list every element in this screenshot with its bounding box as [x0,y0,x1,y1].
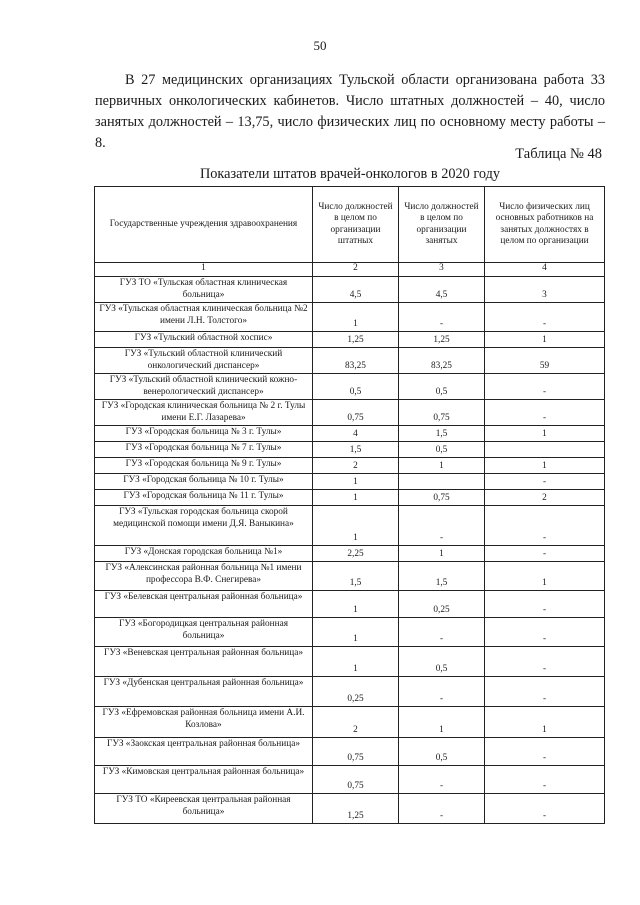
staff-positions-cell: 1,25 [313,332,399,348]
staff-positions-cell: 1 [313,647,399,677]
table-row [95,562,605,591]
occupied-positions-cell: 0,5 [399,738,485,766]
occupied-positions-cell: - [399,303,485,332]
institution-name-cell: ГУЗ «Тульская областная клиническая больница №2 имени Л.Н. Толстого» [95,303,313,332]
occupied-positions-cell: 0,25 [399,591,485,618]
table-row [95,442,605,458]
table-row [95,474,605,490]
institution-name-cell: ГУЗ «Тульский областной хоспис» [95,332,313,348]
persons-cell: 1 [485,458,605,474]
occupied-positions-cell: 0,75 [399,490,485,506]
intro-paragraph: В 27 медицинских организациях Тульской области организована работа 33 первичных онкологических кабинетов. Число штатных должностей – 40, число занятых должностей – 13,75, число физических лиц по основному месту работы – 8. [95,72,605,151]
staff-positions-cell: 0,75 [313,400,399,426]
persons-cell: 1 [485,426,605,442]
persons-cell: - [485,766,605,794]
persons-cell: - [485,400,605,426]
institution-name-cell: ГУЗ «Тульский областной клинический онкологический диспансер» [95,348,313,374]
table-header-row [95,187,605,263]
occupied-positions-cell: 0,5 [399,442,485,458]
occupied-positions-cell: 1 [399,707,485,738]
institution-name-cell: ГУЗ «Алексинская районная больница №1 имени профессора В.Ф. Снегирева» [95,562,313,591]
occupied-positions-cell: 1,5 [399,562,485,591]
table-row [95,332,605,348]
staff-positions-cell: 2 [313,707,399,738]
persons-cell: 3 [485,277,605,303]
staff-positions-cell: 1 [313,591,399,618]
occupied-positions-cell: 1 [399,546,485,562]
institution-name-cell: ГУЗ «Тульский областной клинический кожно-венерологический диспансер» [95,374,313,400]
institution-name-cell: ГУЗ «Городская больница № 9 г. Тулы» [95,458,313,474]
table-row [95,591,605,618]
staff-positions-cell: 1 [313,474,399,490]
staff-positions-cell: 1 [313,490,399,506]
institution-name-cell: ГУЗ «Городская больница № 10 г. Тулы» [95,474,313,490]
staff-positions-cell: 1 [313,506,399,546]
table-row [95,374,605,400]
institution-name-cell: ГУЗ «Городская больница № 3 г. Тулы» [95,426,313,442]
persons-cell: - [485,374,605,400]
staff-positions-cell: 1,5 [313,562,399,591]
table-title: Показатели штатов врачей-онкологов в 2020 году [199,166,501,182]
header-institution: Государственные учреждения здравоохранения [95,187,313,263]
staff-positions-cell: 2 [313,458,399,474]
institution-name-cell: ГУЗ «Богородицкая центральная районная больница» [95,618,313,647]
header-persons: Число физических лиц основных работников на занятых должностях в целом по организации [485,187,605,263]
column-number-row [95,263,605,277]
persons-cell: - [485,677,605,707]
table-row [95,677,605,707]
table-row [95,490,605,506]
column-number: 1 [95,263,313,277]
column-number: 2 [313,263,399,277]
persons-cell: - [485,506,605,546]
occupied-positions-cell: 0,5 [399,647,485,677]
table-row [95,618,605,647]
institution-name-cell: ГУЗ «Кимовская центральная районная больница» [95,766,313,794]
table-row [95,277,605,303]
institution-name-cell: ГУЗ «Ефремовская районная больница имени А.И. Козлова» [95,707,313,738]
institution-name-cell: ГУЗ ТО «Киреевская центральная районная больница» [95,794,313,824]
table-row [95,426,605,442]
occupied-positions-cell: 0,75 [399,400,485,426]
persons-cell: - [485,738,605,766]
occupied-positions-cell: 0,5 [399,374,485,400]
occupied-positions-cell [399,474,485,490]
institution-name-cell: ГУЗ ТО «Тульская областная клиническая больница» [95,277,313,303]
persons-cell: - [485,303,605,332]
table-body [95,277,605,824]
staff-positions-cell: 4,5 [313,277,399,303]
header-staff-positions: Число должностей в целом по организации штатных [313,187,399,263]
table-number: Таблица № 48 [515,146,602,162]
institution-name-cell: ГУЗ «Городская больница № 7 г. Тулы» [95,442,313,458]
persons-cell: 1 [485,562,605,591]
occupied-positions-cell: - [399,618,485,647]
institution-name-cell: ГУЗ «Дубенская центральная районная больница» [95,677,313,707]
column-number: 3 [399,263,485,277]
institution-name-cell: ГУЗ «Веневская центральная районная больница» [95,647,313,677]
table-row [95,707,605,738]
persons-cell: 1 [485,707,605,738]
occupied-positions-cell: - [399,794,485,824]
staff-positions-cell: 0,5 [313,374,399,400]
occupied-positions-cell: 1 [399,458,485,474]
staff-positions-cell: 4 [313,426,399,442]
institution-name-cell: ГУЗ «Белевская центральная районная больница» [95,591,313,618]
table-row [95,738,605,766]
occupied-positions-cell: - [399,506,485,546]
persons-cell [485,442,605,458]
institution-name-cell: ГУЗ «Тульская городская больница скорой медицинской помощи имени Д.Я. Ваныкина» [95,506,313,546]
staff-positions-cell: 0,75 [313,766,399,794]
persons-cell: 1 [485,332,605,348]
occupied-positions-cell: 1,25 [399,332,485,348]
persons-cell: - [485,794,605,824]
staff-positions-cell: 0,25 [313,677,399,707]
persons-cell: - [485,647,605,677]
persons-cell: - [485,474,605,490]
institution-name-cell: ГУЗ «Донская городская больница №1» [95,546,313,562]
table-row [95,546,605,562]
staff-positions-cell: 1,25 [313,794,399,824]
institution-name-cell: ГУЗ «Заокская центральная районная больница» [95,738,313,766]
header-occupied-positions: Число должностей в целом по организации занятых [399,187,485,263]
table-row [95,348,605,374]
occupied-positions-cell: - [399,677,485,707]
persons-cell: 2 [485,490,605,506]
institution-name-cell: ГУЗ «Городская больница № 11 г. Тулы» [95,490,313,506]
table-row [95,303,605,332]
column-number: 4 [485,263,605,277]
staff-positions-cell: 83,25 [313,348,399,374]
persons-cell: - [485,618,605,647]
page-number: 50 [313,38,327,53]
occupied-positions-cell: 83,25 [399,348,485,374]
institution-name-cell: ГУЗ «Городская клиническая больница № 2 г. Тулы имени Е.Г. Лазарева» [95,400,313,426]
table-row [95,766,605,794]
persons-cell: - [485,591,605,618]
oncologist-staff-table [94,186,605,824]
occupied-positions-cell: - [399,766,485,794]
table-row [95,506,605,546]
occupied-positions-cell: 1,5 [399,426,485,442]
staff-positions-cell: 1,5 [313,442,399,458]
staff-positions-cell: 1 [313,303,399,332]
table-row [95,647,605,677]
staff-positions-cell: 1 [313,618,399,647]
table-row [95,458,605,474]
table-row [95,794,605,824]
staff-positions-cell: 2,25 [313,546,399,562]
table-row [95,400,605,426]
staff-positions-cell: 0,75 [313,738,399,766]
persons-cell: 59 [485,348,605,374]
occupied-positions-cell: 4,5 [399,277,485,303]
persons-cell: - [485,546,605,562]
